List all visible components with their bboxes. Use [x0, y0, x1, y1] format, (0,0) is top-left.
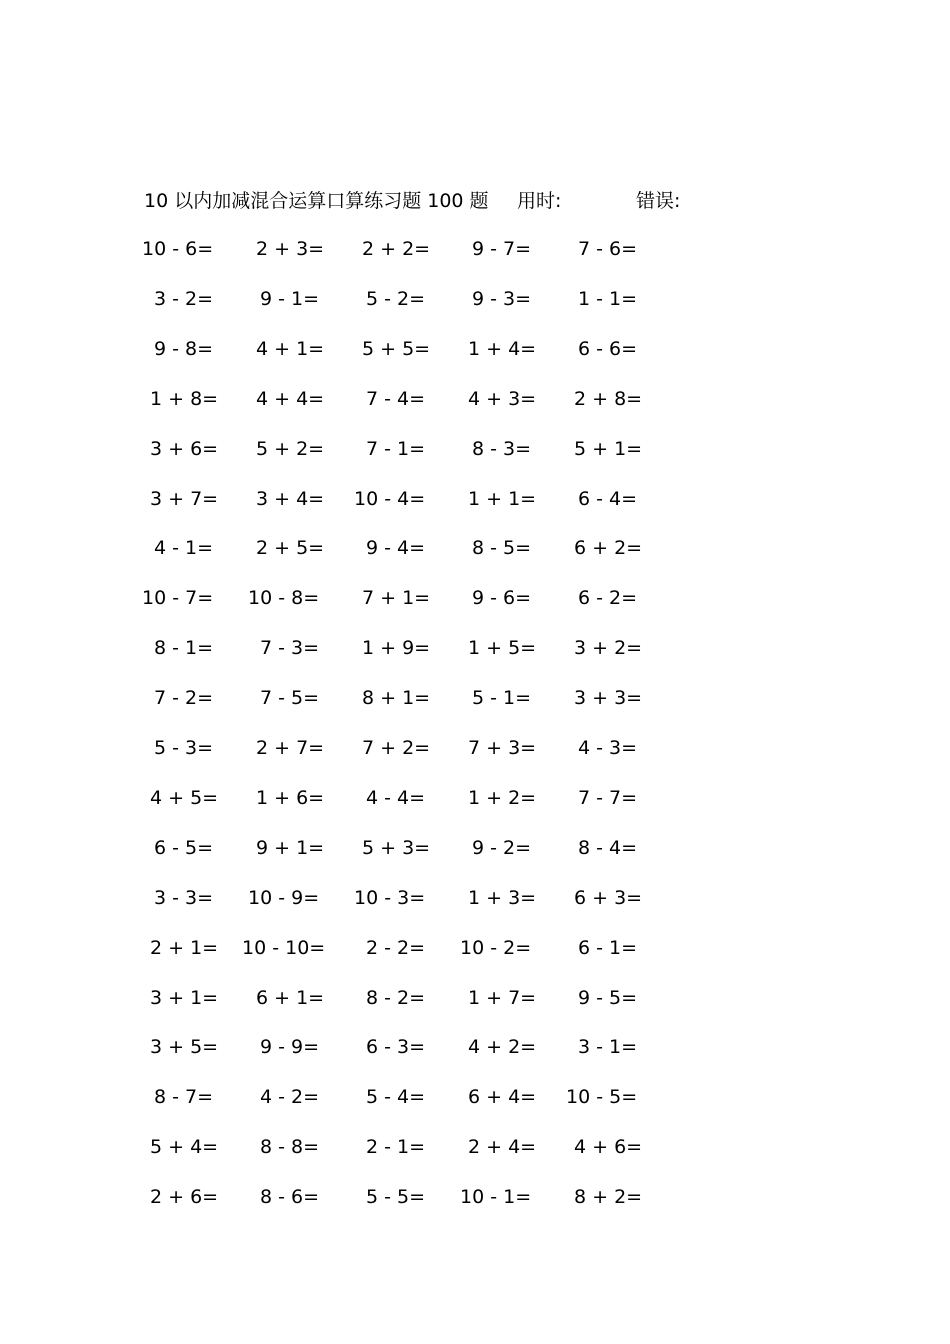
- problem-r19-c1: 5 + 4=: [150, 1136, 219, 1158]
- problem-r4-c2: 4 + 4=: [256, 388, 325, 410]
- problem-r14-c5: 6 + 3=: [574, 887, 643, 909]
- problem-r6-c1: 3 + 7=: [150, 488, 219, 510]
- problem-r16-c4: 1 + 7=: [468, 987, 537, 1009]
- problem-r10-c4: 5 - 1=: [472, 687, 532, 709]
- problem-r5-c4: 8 - 3=: [472, 438, 532, 460]
- problem-r6-c4: 1 + 1=: [468, 488, 537, 510]
- problem-r12-c3: 4 - 4=: [366, 787, 426, 809]
- problem-r14-c3: 10 - 3=: [354, 887, 426, 909]
- problem-r17-c3: 6 - 3=: [366, 1036, 426, 1058]
- problem-r19-c2: 8 - 8=: [260, 1136, 320, 1158]
- problem-r11-c1: 5 - 3=: [154, 737, 214, 759]
- problem-r2-c1: 3 - 2=: [154, 288, 214, 310]
- problem-r3-c5: 6 - 6=: [578, 338, 638, 360]
- problem-r13-c3: 5 + 3=: [362, 837, 431, 859]
- problem-r6-c2: 3 + 4=: [256, 488, 325, 510]
- problem-r1-c3: 2 + 2=: [362, 238, 431, 260]
- problem-r10-c5: 3 + 3=: [574, 687, 643, 709]
- problem-r17-c1: 3 + 5=: [150, 1036, 219, 1058]
- problem-r18-c4: 6 + 4=: [468, 1086, 537, 1108]
- problem-r13-c1: 6 - 5=: [154, 837, 214, 859]
- problem-r18-c1: 8 - 7=: [154, 1086, 214, 1108]
- problem-r9-c4: 1 + 5=: [468, 637, 537, 659]
- problem-r8-c1: 10 - 7=: [142, 587, 214, 609]
- problem-r11-c4: 7 + 3=: [468, 737, 537, 759]
- problem-r10-c1: 7 - 2=: [154, 687, 214, 709]
- problem-r14-c2: 10 - 9=: [248, 887, 320, 909]
- problem-r3-c2: 4 + 1=: [256, 338, 325, 360]
- problem-r15-c4: 10 - 2=: [460, 937, 532, 959]
- problem-r14-c1: 3 - 3=: [154, 887, 214, 909]
- problem-r12-c4: 1 + 2=: [468, 787, 537, 809]
- problem-r18-c3: 5 - 4=: [366, 1086, 426, 1108]
- problem-r4-c3: 7 - 4=: [366, 388, 426, 410]
- problem-r6-c5: 6 - 4=: [578, 488, 638, 510]
- problem-r16-c5: 9 - 5=: [578, 987, 638, 1009]
- problem-r13-c5: 8 - 4=: [578, 837, 638, 859]
- problem-r1-c4: 9 - 7=: [472, 238, 532, 260]
- problem-r6-c3: 10 - 4=: [354, 488, 426, 510]
- problem-r7-c2: 2 + 5=: [256, 537, 325, 559]
- problem-r3-c3: 5 + 5=: [362, 338, 431, 360]
- problem-r17-c5: 3 - 1=: [578, 1036, 638, 1058]
- problem-r2-c2: 9 - 1=: [260, 288, 320, 310]
- problem-r1-c5: 7 - 6=: [578, 238, 638, 260]
- problem-r13-c4: 9 - 2=: [472, 837, 532, 859]
- problem-r19-c3: 2 - 1=: [366, 1136, 426, 1158]
- problem-r2-c4: 9 - 3=: [472, 288, 532, 310]
- problem-r1-c2: 2 + 3=: [256, 238, 325, 260]
- problem-r20-c3: 5 - 5=: [366, 1186, 426, 1208]
- problem-r7-c1: 4 - 1=: [154, 537, 214, 559]
- problem-r20-c1: 2 + 6=: [150, 1186, 219, 1208]
- problem-r4-c4: 4 + 3=: [468, 388, 537, 410]
- problem-r10-c3: 8 + 1=: [362, 687, 431, 709]
- problem-r11-c2: 2 + 7=: [256, 737, 325, 759]
- problem-r7-c5: 6 + 2=: [574, 537, 643, 559]
- problem-r15-c3: 2 - 2=: [366, 937, 426, 959]
- problem-r5-c1: 3 + 6=: [150, 438, 219, 460]
- problem-r17-c2: 9 - 9=: [260, 1036, 320, 1058]
- problem-r5-c5: 5 + 1=: [574, 438, 643, 460]
- problem-r2-c5: 1 - 1=: [578, 288, 638, 310]
- time-used-label: 用时:: [517, 190, 562, 212]
- problem-r9-c5: 3 + 2=: [574, 637, 643, 659]
- problem-r8-c4: 9 - 6=: [472, 587, 532, 609]
- problem-r5-c3: 7 - 1=: [366, 438, 426, 460]
- problem-r4-c5: 2 + 8=: [574, 388, 643, 410]
- problem-r19-c5: 4 + 6=: [574, 1136, 643, 1158]
- problem-r9-c2: 7 - 3=: [260, 637, 320, 659]
- worksheet-title: 10 以内加减混合运算口算练习题 100 题: [144, 190, 489, 212]
- problem-r11-c5: 4 - 3=: [578, 737, 638, 759]
- problem-r7-c3: 9 - 4=: [366, 537, 426, 559]
- problem-r18-c2: 4 - 2=: [260, 1086, 320, 1108]
- problem-r10-c2: 7 - 5=: [260, 687, 320, 709]
- problem-r3-c4: 1 + 4=: [468, 338, 537, 360]
- problem-r7-c4: 8 - 5=: [472, 537, 532, 559]
- problem-r9-c3: 1 + 9=: [362, 637, 431, 659]
- problem-r2-c3: 5 - 2=: [366, 288, 426, 310]
- problem-r20-c4: 10 - 1=: [460, 1186, 532, 1208]
- errors-label: 错误:: [636, 190, 681, 212]
- problem-r20-c2: 8 - 6=: [260, 1186, 320, 1208]
- problem-r12-c5: 7 - 7=: [578, 787, 638, 809]
- problem-r12-c2: 1 + 6=: [256, 787, 325, 809]
- problem-r15-c1: 2 + 1=: [150, 937, 219, 959]
- problem-r3-c1: 9 - 8=: [154, 338, 214, 360]
- problem-r15-c2: 10 - 10=: [242, 937, 326, 959]
- problem-r15-c5: 6 - 1=: [578, 937, 638, 959]
- problem-r18-c5: 10 - 5=: [566, 1086, 638, 1108]
- problem-r17-c4: 4 + 2=: [468, 1036, 537, 1058]
- problem-r19-c4: 2 + 4=: [468, 1136, 537, 1158]
- problem-r4-c1: 1 + 8=: [150, 388, 219, 410]
- problem-r8-c3: 7 + 1=: [362, 587, 431, 609]
- problem-r16-c2: 6 + 1=: [256, 987, 325, 1009]
- problem-r5-c2: 5 + 2=: [256, 438, 325, 460]
- problem-r12-c1: 4 + 5=: [150, 787, 219, 809]
- problem-r16-c3: 8 - 2=: [366, 987, 426, 1009]
- problem-r16-c1: 3 + 1=: [150, 987, 219, 1009]
- problem-r9-c1: 8 - 1=: [154, 637, 214, 659]
- problem-r1-c1: 10 - 6=: [142, 238, 214, 260]
- problem-r20-c5: 8 + 2=: [574, 1186, 643, 1208]
- problem-r11-c3: 7 + 2=: [362, 737, 431, 759]
- problem-r8-c5: 6 - 2=: [578, 587, 638, 609]
- problem-r13-c2: 9 + 1=: [256, 837, 325, 859]
- problem-r8-c2: 10 - 8=: [248, 587, 320, 609]
- problem-r14-c4: 1 + 3=: [468, 887, 537, 909]
